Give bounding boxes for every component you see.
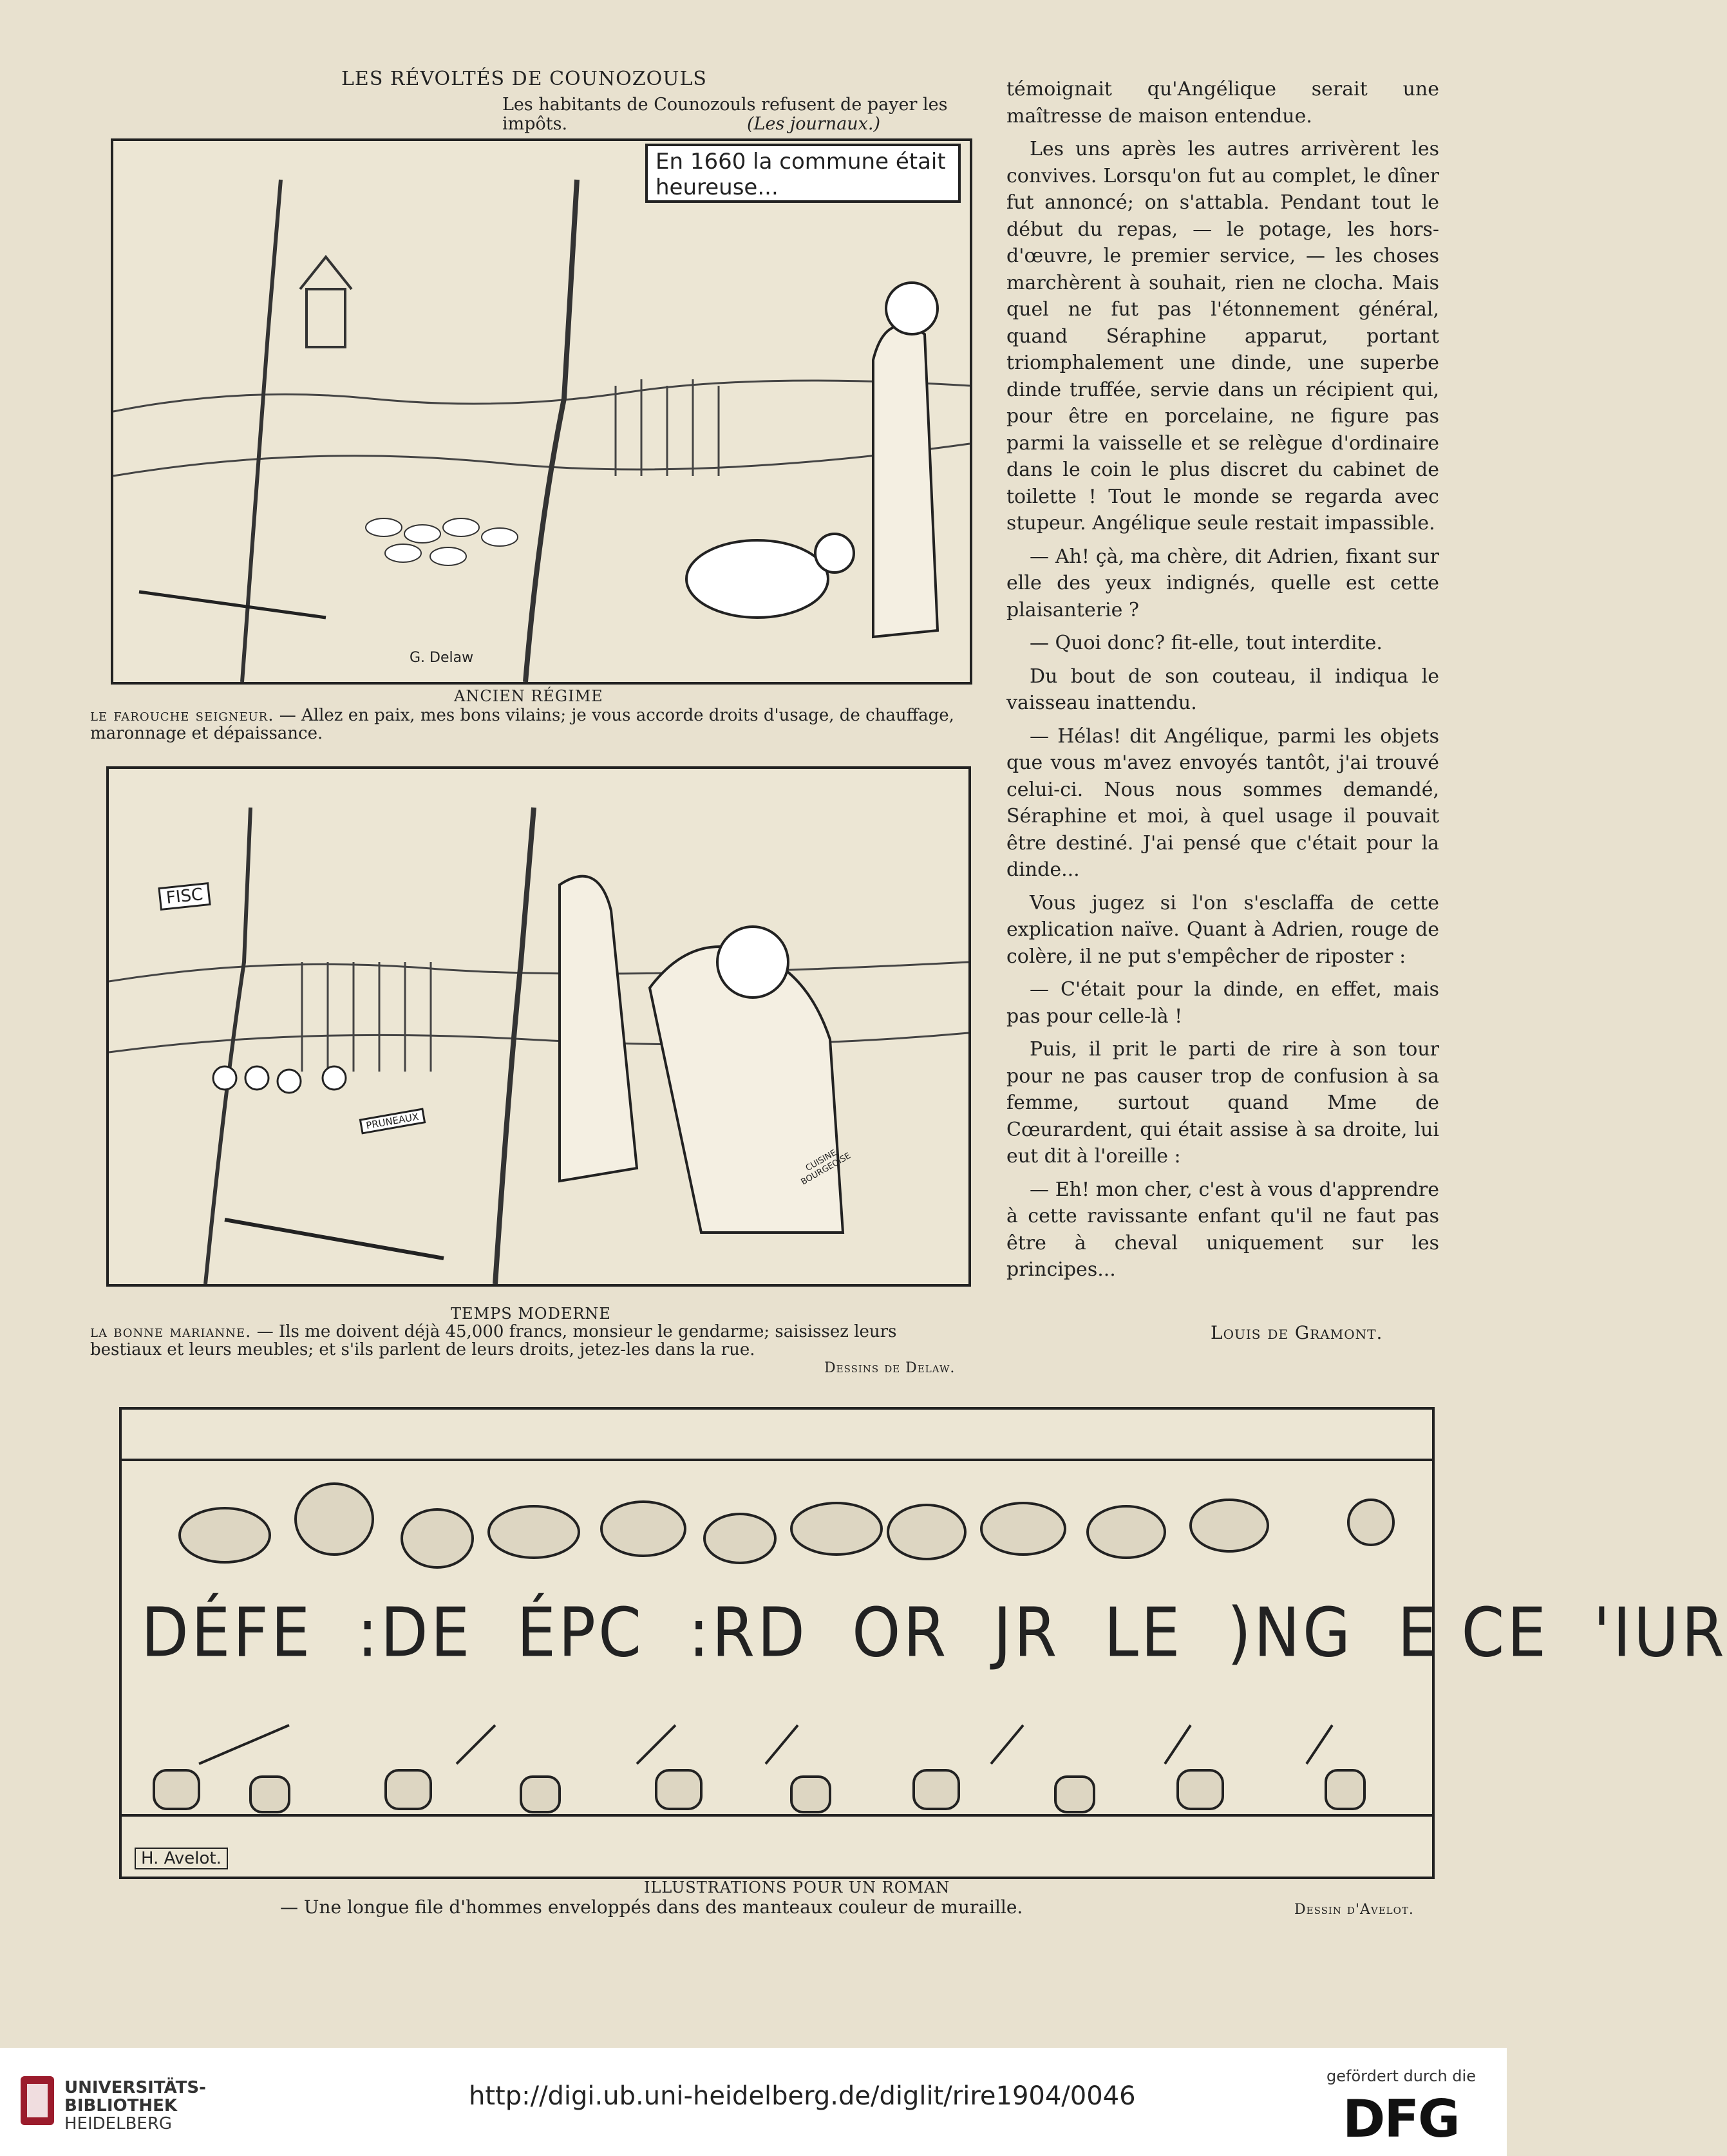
caption-speaker: le farouche seigneur. (90, 706, 274, 725)
dfg-logo: DFG (1343, 2089, 1459, 2149)
caption-temps-moderne (90, 1323, 972, 1359)
speech-bubble (645, 144, 961, 203)
article-subheading (502, 95, 966, 134)
source-url-link[interactable]: http://digi.ub.uni-heidelberg.de/diglit/rire1904/0046 (469, 2081, 1136, 2111)
caption-roman-title: ILLUSTRATIONS POUR UN ROMAN (644, 1878, 950, 1896)
library-name (64, 2079, 206, 2133)
novel-text-column (1006, 76, 1439, 1290)
avelot-credit: Dessin d'Avelot. (1294, 1902, 1414, 1918)
caption-body: — Allez en paix, mes bons vilains; je vous accorde droits d'usage, de chauffage, maronnage et dépaissance. (90, 706, 954, 743)
caption-ancien-regime-title: ANCIEN RÉGIME (454, 687, 603, 705)
avelot-signature: H. Avelot. (135, 1848, 228, 1869)
wall-letters: DÉFE :DE ÉPC :RD OR JR LE )NG E CE 'IUR (141, 1593, 1727, 1672)
illustration-temps-moderne (106, 766, 971, 1287)
paragraph: Puis, il prit le parti de rire à son tour pour ne pas causer trop de confusion à sa femme, surtout quand Mme de Cœurardent, qui était assise à sa droite, lui eut dit à l'oreille : (1006, 1038, 1439, 1168)
ancien-regime-drawing (113, 141, 970, 682)
paragraph: Les uns après les autres arrivèrent les convives. Lorsqu'on fut au complet, le dîner fut annoncé; on s'attabla. Pendant tout le début du repas, — le potage, les hors-d'œuvre, le premier service, — les choses marchèrent à souhait, rien ne clocha. Mais quel ne fut pas l'étonnement général, quand Séraphine apparut, portant triomphalement une dinde, une superbe dinde truffée, servie dans un récipient qui, pour être en porcelaine, ne figure pas parmi la vaisselle et se relègue d'ordinaire dans le coin le plus discret du cabinet de toilette ! Tout le monde se regarda avec stupeur. Angélique seule restait impassible. (1006, 138, 1439, 534)
article-heading: LES RÉVOLTÉS DE COUNOZOULS (341, 68, 707, 90)
subheading-source: (Les journaux.) (747, 114, 881, 134)
paragraph: — Ah! çà, ma chère, dit Adrien, fixant sur elle des yeux indignés, quelle est cette plaisanterie ? (1006, 545, 1439, 621)
paragraph: — Quoi donc? fit-elle, tout interdite. (1030, 632, 1383, 654)
delaw-credit: Dessins de Delaw. (824, 1360, 956, 1376)
subheading-text: Les habitants de Counozouls refusent de payer les impôts. (502, 95, 948, 134)
delaw-signature: G. Delaw (410, 650, 474, 666)
illustration-roman (119, 1407, 1727, 1879)
university-seal-icon (19, 2075, 55, 2126)
author-signature: Louis de Gramont. (1211, 1322, 1383, 1343)
basket-label: CUISINE BOURGEOISE (799, 1148, 853, 1187)
paragraph: — C'était pour la dinde, en effet, mais pas pour celle-là ! (1006, 978, 1439, 1028)
caption-temps-moderne-title: TEMPS MODERNE (451, 1305, 611, 1323)
caption-roman: — Une longue file d'hommes enveloppés dans des manteaux couleur de muraille. (280, 1896, 1023, 1918)
funding-label: gefördert durch die (1326, 2067, 1476, 2085)
paragraph: — Hélas! dit Angélique, parmi les objets que vous m'avez envoyés tantôt, j'ai trouvé celui-ci. Nous nous sommes demandé, Séraphine et moi, à quel usage il pouvait être destiné. J'ai pensé que c'était pour la dinde... (1006, 724, 1439, 881)
paragraph: Du bout de son couteau, il indiqua le vaisseau inattendu. (1006, 665, 1439, 714)
digitization-footer (0, 2048, 1507, 2156)
library-line: HEIDELBERG (64, 2114, 173, 2133)
temps-moderne-drawing (109, 769, 968, 1284)
paragraph: Vous jugez si l'on s'esclaffa de cette explication naïve. Quant à Adrien, rouge de colère, il ne put s'empêcher de riposter : (1006, 891, 1439, 968)
sign-pruneaux: PRUNEAUX (359, 1108, 426, 1134)
library-line: UNIVERSITÄTS- (64, 2078, 206, 2097)
paragraph: témoignait qu'Angélique serait une maîtresse de maison entendue. (1006, 78, 1439, 128)
caption-body: — Ils me doivent déjà 45,000 francs, monsieur le gendarme; saisissez leurs bestiaux et leurs meubles; et s'ils parlent de leurs droits, jetez-les dans la rue. (90, 1322, 897, 1359)
sign-fisc: FISC (158, 882, 211, 911)
library-line: BIBLIOTHEK (64, 2096, 178, 2115)
illustration-ancien-regime (111, 138, 972, 685)
speech-bubble-text: En 1660 la commune était heureuse... (656, 149, 946, 200)
caption-speaker: la bonne marianne. (90, 1322, 252, 1341)
paragraph: — Eh! mon cher, c'est à vous d'apprendre à cette ravissante enfant qu'il ne faut pas être à cheval uniquement sur les principes... (1006, 1178, 1439, 1281)
caption-ancien-regime (90, 706, 972, 742)
